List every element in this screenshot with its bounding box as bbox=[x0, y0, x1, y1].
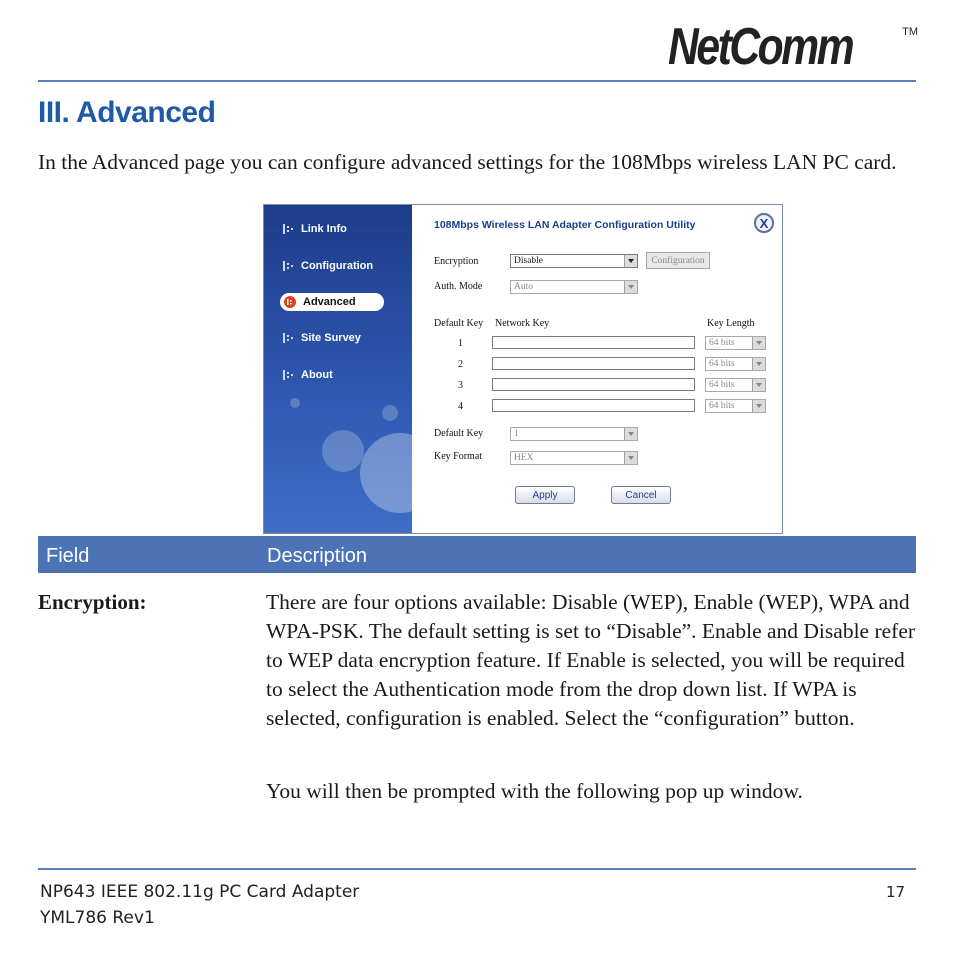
sidebar-item-advanced[interactable] bbox=[280, 293, 384, 311]
intro-paragraph: In the Advanced page you can configure advanced settings for the 108Mbps wireless LAN PC card. bbox=[38, 150, 897, 174]
footer-product: NP643 IEEE 802.11g PC Card Adapter bbox=[40, 882, 360, 902]
key-length-4-select[interactable] bbox=[705, 399, 766, 413]
key-length-value: 64 bits bbox=[709, 359, 735, 369]
footer-revision: YML786 Rev1 bbox=[40, 908, 155, 928]
sidebar-item-site-survey[interactable] bbox=[282, 329, 402, 347]
advanced-page-screenshot bbox=[263, 204, 783, 534]
decor-bubble bbox=[290, 398, 300, 408]
decor-bubble bbox=[360, 433, 412, 513]
key-length-value: 64 bits bbox=[709, 380, 735, 390]
utility-panel bbox=[412, 205, 782, 533]
nav-bullet-icon bbox=[282, 332, 294, 344]
page-title: III. Advanced bbox=[38, 96, 216, 129]
utility-sidebar bbox=[264, 205, 412, 533]
network-key-4-input[interactable] bbox=[492, 399, 695, 412]
nav-bullet-icon bbox=[282, 369, 294, 381]
key-length-header: Key Length bbox=[707, 318, 755, 329]
apply-button[interactable]: Apply bbox=[515, 486, 575, 504]
auth-mode-label: Auth. Mode bbox=[434, 281, 483, 292]
field-description: There are four options available: Disable (WEP), Enable (WEP), WPA and WPA-PSK. The default setting is set to “Disable”. Enable and Disable refer to WEP data encryption feature. If Enable is selected, you will be required to select the Authentication mode from the drop down list. If WPA is selected, configuration is enabled. Select the “configuration” button. bbox=[266, 590, 916, 730]
auth-mode-select[interactable] bbox=[510, 280, 638, 294]
key-length-1-select[interactable] bbox=[705, 336, 766, 350]
key-number: 3 bbox=[458, 380, 463, 391]
network-key-header: Network Key bbox=[495, 318, 550, 329]
table-header bbox=[38, 536, 916, 573]
netcomm-logo bbox=[668, 18, 918, 76]
sidebar-item-configuration[interactable] bbox=[282, 257, 402, 275]
key-format-select[interactable] bbox=[510, 451, 638, 465]
default-key-select[interactable] bbox=[510, 427, 638, 441]
chevron-down-icon bbox=[752, 379, 765, 391]
chevron-down-icon bbox=[752, 358, 765, 370]
network-key-1-input[interactable] bbox=[492, 336, 695, 349]
footer-rule bbox=[38, 868, 916, 870]
sidebar-item-label: Configuration bbox=[301, 260, 374, 272]
sidebar-item-about[interactable] bbox=[282, 366, 402, 384]
auth-mode-value: Auto bbox=[514, 282, 533, 292]
key-number: 2 bbox=[458, 359, 463, 370]
header-rule bbox=[38, 80, 916, 82]
chevron-down-icon bbox=[624, 452, 637, 464]
key-length-value: 64 bits bbox=[709, 401, 735, 411]
field-name: Encryption: bbox=[38, 590, 147, 614]
default-key-value: 1 bbox=[514, 429, 519, 439]
column-header-description: Description bbox=[267, 545, 368, 567]
network-key-2-input[interactable] bbox=[492, 357, 695, 370]
network-key-3-input[interactable] bbox=[492, 378, 695, 391]
column-header-field: Field bbox=[46, 545, 90, 567]
nav-bullet-icon bbox=[284, 296, 296, 308]
field-note: You will then be prompted with the following pop up window. bbox=[266, 779, 803, 803]
trademark-mark: TM bbox=[902, 26, 918, 38]
footer bbox=[40, 879, 359, 931]
key-format-value: HEX bbox=[514, 453, 534, 463]
chevron-down-icon bbox=[752, 337, 765, 349]
sidebar-item-link-info[interactable] bbox=[282, 220, 402, 238]
logo-wordmark: NetComm bbox=[668, 18, 853, 76]
encryption-select[interactable] bbox=[510, 254, 638, 268]
key-number: 1 bbox=[458, 338, 463, 349]
sidebar-item-label: About bbox=[301, 369, 333, 381]
page-number: 17 bbox=[886, 883, 906, 901]
default-key-header: Default Key bbox=[434, 318, 484, 329]
sidebar-item-label: Advanced bbox=[303, 296, 356, 308]
encryption-value: Disable bbox=[514, 256, 544, 266]
key-length-value: 64 bits bbox=[709, 338, 735, 348]
chevron-down-icon bbox=[752, 400, 765, 412]
cancel-button[interactable]: Cancel bbox=[611, 486, 671, 504]
nav-bullet-icon bbox=[282, 223, 294, 235]
encryption-label: Encryption bbox=[434, 256, 479, 267]
nav-bullet-icon bbox=[282, 260, 294, 272]
configuration-button[interactable]: Configuration bbox=[646, 252, 710, 269]
close-icon[interactable]: X bbox=[754, 213, 774, 233]
chevron-down-icon bbox=[624, 281, 637, 293]
key-format-label: Key Format bbox=[434, 451, 483, 462]
sidebar-item-label: Site Survey bbox=[301, 332, 361, 344]
default-key-label: Default Key bbox=[434, 428, 484, 439]
key-number: 4 bbox=[458, 401, 463, 412]
utility-title: 108Mbps Wireless LAN Adapter Configuration Utility bbox=[434, 219, 696, 231]
decor-bubble bbox=[382, 405, 398, 421]
decor-bubble bbox=[322, 430, 364, 472]
chevron-down-icon bbox=[624, 255, 637, 267]
sidebar-item-label: Link Info bbox=[301, 223, 347, 235]
chevron-down-icon bbox=[624, 428, 637, 440]
key-length-2-select[interactable] bbox=[705, 357, 766, 371]
key-length-3-select[interactable] bbox=[705, 378, 766, 392]
